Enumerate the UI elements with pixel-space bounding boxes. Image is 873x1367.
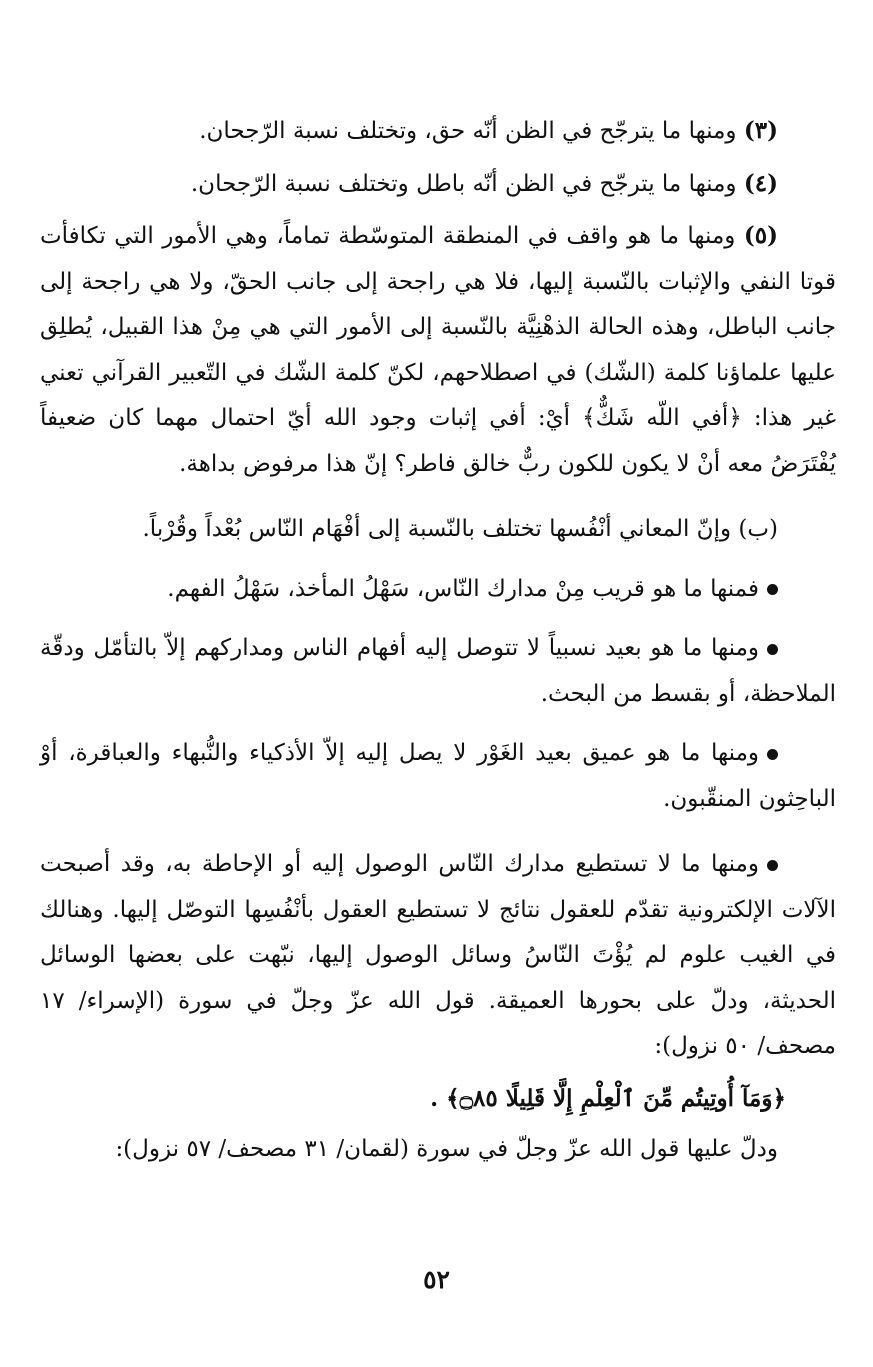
quran-verse: ﴿وَمَآ أُوتِيتُم مِّنَ ٱلْعِلْمِ إِلَّا قَلِيلًا ۝٨٥﴾ . <box>430 1084 786 1112</box>
paragraph-item-5 <box>40 213 836 487</box>
bullet-text: ومنها ما هو عميق بعيد الغَوْر لا يصل إليه إلاّ الأذكياء والنُّبهاء والعباقرة، أوْ الباحِثون المنقّبون. <box>40 740 836 812</box>
bullet-icon <box>767 749 778 760</box>
bullet-item-1 <box>40 567 836 613</box>
paragraph-item-4 <box>40 161 836 208</box>
bullet-text: ومنها ما هو بعيد نسبياً لا تتوصل إليه أفهام الناس ومداركهم إلاّ بالتأمّل ودقّة الملاحظة، أو بقسط من البحث. <box>40 635 836 707</box>
item-text: ومنها ما هو واقف في المنطقة المتوسّطة تماماً، وهي الأمور التي تكافأت قوتا النفي والإثبات بالنّسبة إليها، فلا هي راجحة إلى جانب الحقّ، ولا هي راجحة إلى جانب الباطل، وهذه الحالة الذهْنِيَّة بالنّسبة إلى الأمور التي هي مِنْ هذا القبيل، يُطلِق عليها علماؤنا كلمة (الشّك) في اصطلاحهم، لكنّ كلمة الشّك في التّعبير القرآني تعني غير هذا: ﴿أفي اللّه شَكٌّ﴾ أيْ: أفي إثبات وجود الله أيّ احتمال مهما كان ضعيفاً يُفْتَرَضُ معه أنْ لا يكون للكون ربٌّ خالق فاطر؟ إنّ هذا مرفوض بداهة. <box>40 223 836 477</box>
item-text: ومنها ما يترجّح في الظن أنّه باطل وتختلف نسبة الرّجحان. <box>190 170 737 197</box>
item-number: (٤) <box>743 169 778 197</box>
bullet-text: ومنها ما لا تستطيع مدارك النّاس الوصول إليه أو الإحاطة به، وقد أصبحت الآلات الإلكترونية تقدّم للعقول نتائج لا تستطيع العقول بأنْفُسِها التوصّل إليها. وهنالك في الغيب علوم لم يُؤْتَ النّاسُ وسائل الوصول إليها، نبّهت على بعضها الوسائل الحديثة، ودلّ على بحورها العميقة. قول الله عزّ وجلّ في سورة (الإسراء/ ١٧ مصحف/ ٥٠ نزول): <box>40 851 836 1059</box>
bullet-icon <box>767 644 778 655</box>
page-number: ٥٢ <box>423 1265 450 1294</box>
closing-line: ودلّ عليها قول الله عزّ وجلّ في سورة (لقمان/ ٣١ مصحف/ ٥٧ نزول): <box>115 1136 778 1162</box>
section-text: وإنّ المعاني أنْفُسها تختلف بالنّسبة إلى أفْهَام النّاس بُعْداً وقُرْباً. <box>142 516 732 542</box>
section-marker: (ب) <box>738 516 778 542</box>
item-number: (٣) <box>743 117 778 144</box>
item-number: (٥) <box>743 222 778 249</box>
page-body <box>40 108 836 1173</box>
item-text: ومنها ما يترجّح في الظن أنّه حق، وتختلف نسبة الرّجحان. <box>199 118 737 144</box>
bullet-item-4 <box>40 842 836 1070</box>
bullet-icon <box>767 584 778 595</box>
paragraph-item-3 <box>40 108 836 155</box>
bullet-item-2 <box>40 626 836 717</box>
bullet-icon <box>767 860 778 871</box>
bullet-item-3 <box>40 731 836 822</box>
section-b <box>40 507 836 553</box>
bullet-text: فمنها ما هو قريب مِنْ مدارك النّاس، سَهْلُ المأخذ، سَهْلُ الفهم. <box>167 575 759 602</box>
